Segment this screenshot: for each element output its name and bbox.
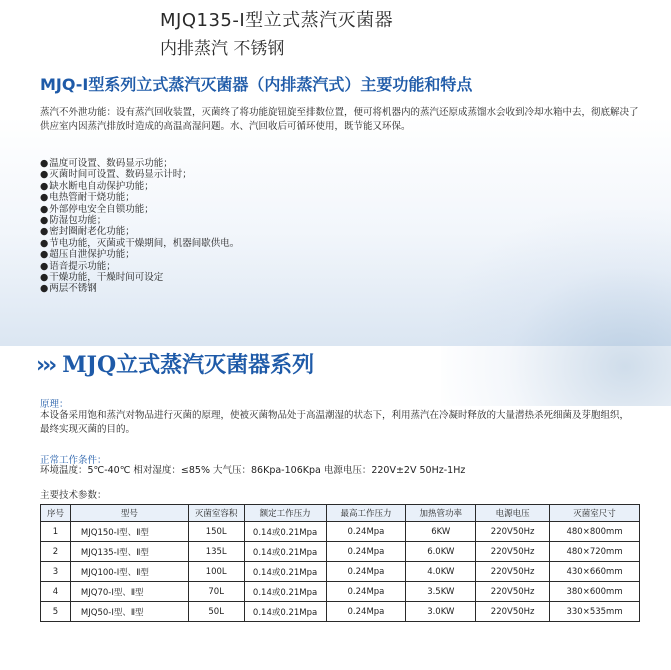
cell-voltage: 220V50Hz <box>476 582 550 602</box>
cell-max-pressure: 0.24Mpa <box>326 562 406 582</box>
col-header-chamber-size: 灭菌室尺寸 <box>550 505 640 522</box>
cell-model: MJQ50-Ⅰ型、Ⅱ型 <box>70 602 188 622</box>
conditions-text: 环境温度：5℃-40℃ 相对湿度：≤85% 大气压：86Kpa-106Kpa 电源电压：220V±2V 50Hz-1Hz <box>40 465 466 476</box>
feature-item: ● 灭菌时间可设置、数码显示计时； <box>40 169 440 180</box>
table-row <box>41 542 640 562</box>
cell-voltage: 220V50Hz <box>476 562 550 582</box>
cell-index: 4 <box>41 582 71 602</box>
params-label: 主要技术参数： <box>40 490 107 501</box>
cell-heater-power: 3.0KW <box>406 602 476 622</box>
cell-max-pressure: 0.24Mpa <box>326 542 406 562</box>
cell-index: 1 <box>41 522 71 542</box>
banner-decoration <box>441 210 671 406</box>
table-row <box>41 522 640 542</box>
cell-chamber-size: 330×535mm <box>550 602 640 622</box>
cell-max-pressure: 0.24Mpa <box>326 522 406 542</box>
conditions-label: 正常工作条件： <box>40 455 107 466</box>
feature-item: ● 语音提示功能； <box>40 261 440 272</box>
cell-voltage: 220V50Hz <box>476 602 550 622</box>
feature-item: ● 超压自泄保护功能； <box>40 249 440 260</box>
triple-chevron-icon: ››› <box>36 353 55 378</box>
table-row <box>41 602 640 622</box>
spec-table <box>40 504 640 622</box>
cell-voltage: 220V50Hz <box>476 522 550 542</box>
feature-item: ● 温度可设置、数码显示功能； <box>40 158 440 169</box>
product-subtitle: 内排蒸汽 不锈钢 <box>160 39 285 59</box>
cell-heater-power: 4.0KW <box>406 562 476 582</box>
cell-voltage: 220V50Hz <box>476 542 550 562</box>
feature-item: ● 防湿包功能； <box>40 215 440 226</box>
cell-model: MJQ100-Ⅰ型、Ⅱ型 <box>70 562 188 582</box>
feature-item: ● 缺水断电自动保护功能； <box>40 181 440 192</box>
col-header-max-pressure: 最高工作压力 <box>326 505 406 522</box>
cell-index: 2 <box>41 542 71 562</box>
table-row <box>41 562 640 582</box>
feature-item: ● 外部停电安全自锁功能； <box>40 204 440 215</box>
feature-item: ● 两层不锈钢 <box>40 283 440 294</box>
cell-heater-power: 6KW <box>406 522 476 542</box>
product-title: MJQ135-Ⅰ型立式蒸汽灭菌器 <box>160 10 394 31</box>
cell-volume: 150L <box>188 522 244 542</box>
cell-volume: 100L <box>188 562 244 582</box>
cell-rated-pressure: 0.14或0.21Mpa <box>244 562 326 582</box>
col-header-volume: 灭菌室容积 <box>188 505 244 522</box>
cell-chamber-size: 430×660mm <box>550 562 640 582</box>
principle-text: 本设备采用饱和蒸汽对物品进行灭菌的原理，使被灭菌物品处于高温潮湿的状态下，利用蒸汽在冷凝时释放的大量潜热杀死细菌及芽胞组织，最终实现灭菌的目的。 <box>40 410 630 435</box>
col-header-model: 型号 <box>70 505 188 522</box>
cell-rated-pressure: 0.14或0.21Mpa <box>244 542 326 562</box>
series-title-row <box>36 348 314 379</box>
cell-index: 3 <box>41 562 71 582</box>
cell-volume: 70L <box>188 582 244 602</box>
col-header-voltage: 电源电压 <box>476 505 550 522</box>
cell-max-pressure: 0.24Mpa <box>326 582 406 602</box>
cell-chamber-size: 480×720mm <box>550 542 640 562</box>
principle-label: 原理： <box>40 399 69 410</box>
cell-model: MJQ150-Ⅰ型、Ⅱ型 <box>70 522 188 542</box>
cell-heater-power: 3.5KW <box>406 582 476 602</box>
feature-item: ● 干燥功能，干燥时间可设定 <box>40 272 440 283</box>
feature-item: ● 密封圈耐老化功能； <box>40 226 440 237</box>
cell-max-pressure: 0.24Mpa <box>326 602 406 622</box>
features-section-title: MJQ-Ⅰ型系列立式蒸汽灭菌器（内排蒸汽式）主要功能和特点 <box>40 75 473 94</box>
col-header-heater-power: 加热管功率 <box>406 505 476 522</box>
cell-heater-power: 6.0KW <box>406 542 476 562</box>
cell-chamber-size: 380×600mm <box>550 582 640 602</box>
feature-item: ● 电热管耐干烧功能； <box>40 192 440 203</box>
series-title: MJQ立式蒸汽灭菌器系列 <box>62 352 315 378</box>
cell-rated-pressure: 0.14或0.21Mpa <box>244 522 326 542</box>
col-header-index: 序号 <box>41 505 71 522</box>
cell-model: MJQ135-Ⅰ型、Ⅱ型 <box>70 542 188 562</box>
table-header-row <box>41 505 640 522</box>
feature-item: ● 节电功能，灭菌或干燥期间，机器间歇供电。 <box>40 238 440 249</box>
cell-rated-pressure: 0.14或0.21Mpa <box>244 602 326 622</box>
cell-volume: 135L <box>188 542 244 562</box>
features-intro: 蒸汽不外泄功能：设有蒸汽回收装置，灭菌终了将功能旋钮旋至排数位置，便可将机器内的蒸汽还原成蒸馏水会收到冷却水箱中去，彻底解决了供应室内因蒸汽排放时造成的高温高湿问题。水、汽回收后可循环使用，既节能又环保。 <box>40 107 639 132</box>
cell-model: MJQ70-Ⅰ型、Ⅱ型 <box>70 582 188 602</box>
col-header-rated-pressure: 额定工作压力 <box>244 505 326 522</box>
cell-chamber-size: 480×800mm <box>550 522 640 542</box>
features-list <box>40 158 440 295</box>
table-row <box>41 582 640 602</box>
cell-rated-pressure: 0.14或0.21Mpa <box>244 582 326 602</box>
cell-volume: 50L <box>188 602 244 622</box>
cell-index: 5 <box>41 602 71 622</box>
